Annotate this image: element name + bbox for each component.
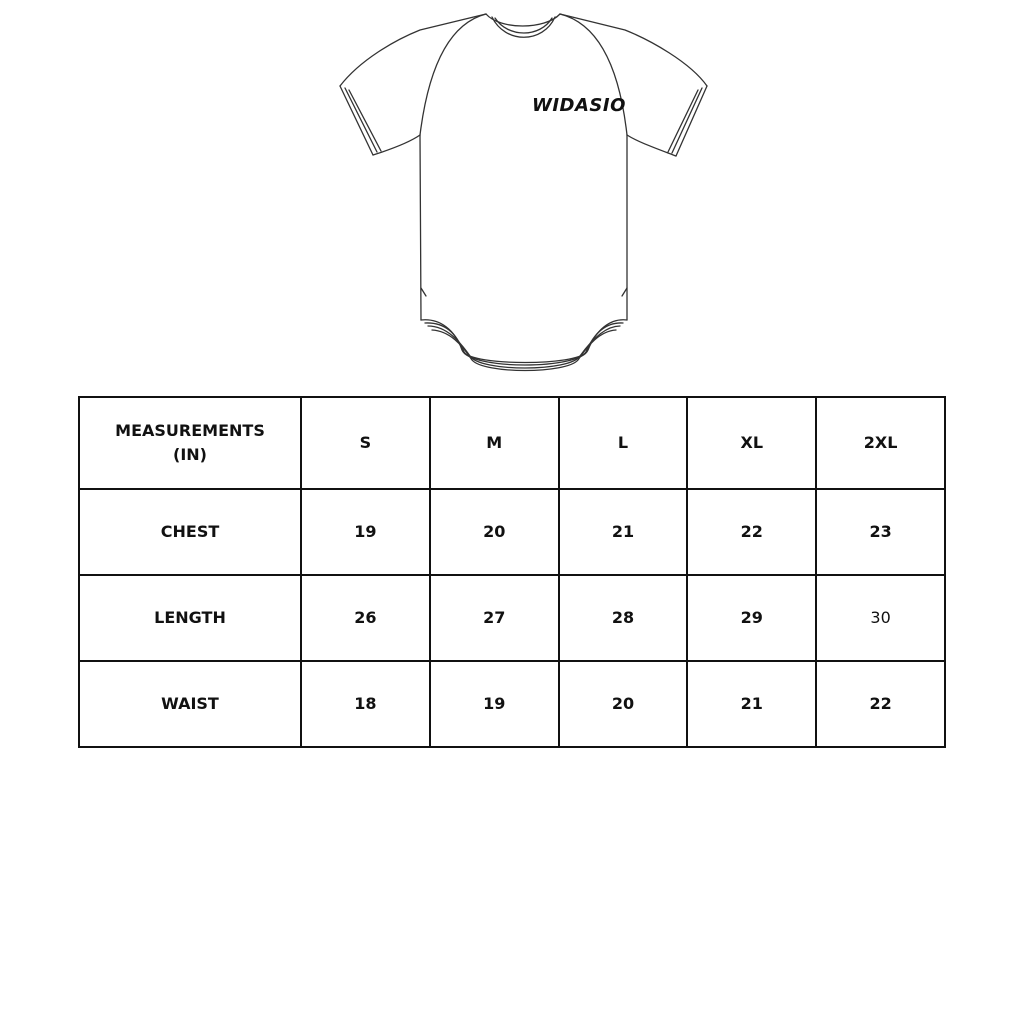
hem-inner: [425, 323, 623, 363]
table-row-waist: [79, 661, 945, 747]
waist-value-m: 19: [430, 661, 559, 747]
right-sleeve-bottom: [627, 135, 676, 156]
left-slit: [421, 288, 426, 296]
left-sleeve-cuff-inner: [345, 88, 377, 152]
length-value-l: 28: [559, 575, 688, 661]
chest-value-l: 21: [559, 489, 688, 575]
table-row-length: [79, 575, 945, 661]
left-sleeve-bottom: [373, 135, 420, 155]
size-chart-table: [78, 396, 946, 748]
row-label-waist: WAIST: [79, 661, 301, 747]
size-header-2xl: 2XL: [816, 397, 945, 489]
hem-line-1: [428, 326, 620, 368]
length-value-s: 26: [301, 575, 430, 661]
right-sleeve-cuff-outer: [676, 86, 707, 156]
length-value-xl: 29: [687, 575, 816, 661]
measurements-header-cell: [79, 397, 301, 489]
size-header-row: [79, 397, 945, 489]
right-sleeve-cuff-inner-2: [668, 90, 698, 152]
length-value-2xl: 30: [816, 575, 945, 661]
brand-logo: WIDASIO: [532, 95, 626, 116]
left-shoulder-seam: [420, 14, 486, 135]
size-header-l: L: [559, 397, 688, 489]
left-sleeve-cuff-inner-2: [349, 90, 381, 151]
waist-value-s: 18: [301, 661, 430, 747]
chest-value-xl: 22: [687, 489, 816, 575]
right-shoulder-seam: [560, 14, 627, 135]
waist-value-xl: 21: [687, 661, 816, 747]
tshirt-drawing: [330, 0, 720, 385]
size-header-s: S: [301, 397, 430, 489]
row-label-length: LENGTH: [79, 575, 301, 661]
table-row-chest: [79, 489, 945, 575]
measurements-label: MEASUREMENTS: [115, 421, 265, 440]
row-label-chest: CHEST: [79, 489, 301, 575]
left-sleeve-cuff-outer: [340, 86, 373, 155]
right-slit: [622, 288, 627, 296]
collar-inner: [492, 17, 555, 37]
size-header-m: M: [430, 397, 559, 489]
measurements-unit: (IN): [173, 445, 207, 464]
hem-outer: [421, 320, 627, 365]
tshirt-illustration: [330, 0, 720, 385]
chest-value-s: 19: [301, 489, 430, 575]
length-value-m: 27: [430, 575, 559, 661]
left-side-seam: [420, 135, 421, 320]
chest-value-m: 20: [430, 489, 559, 575]
waist-value-2xl: 22: [816, 661, 945, 747]
chest-value-2xl: 23: [816, 489, 945, 575]
right-sleeve-cuff-inner: [672, 88, 702, 153]
size-header-xl: XL: [687, 397, 816, 489]
waist-value-l: 20: [559, 661, 688, 747]
